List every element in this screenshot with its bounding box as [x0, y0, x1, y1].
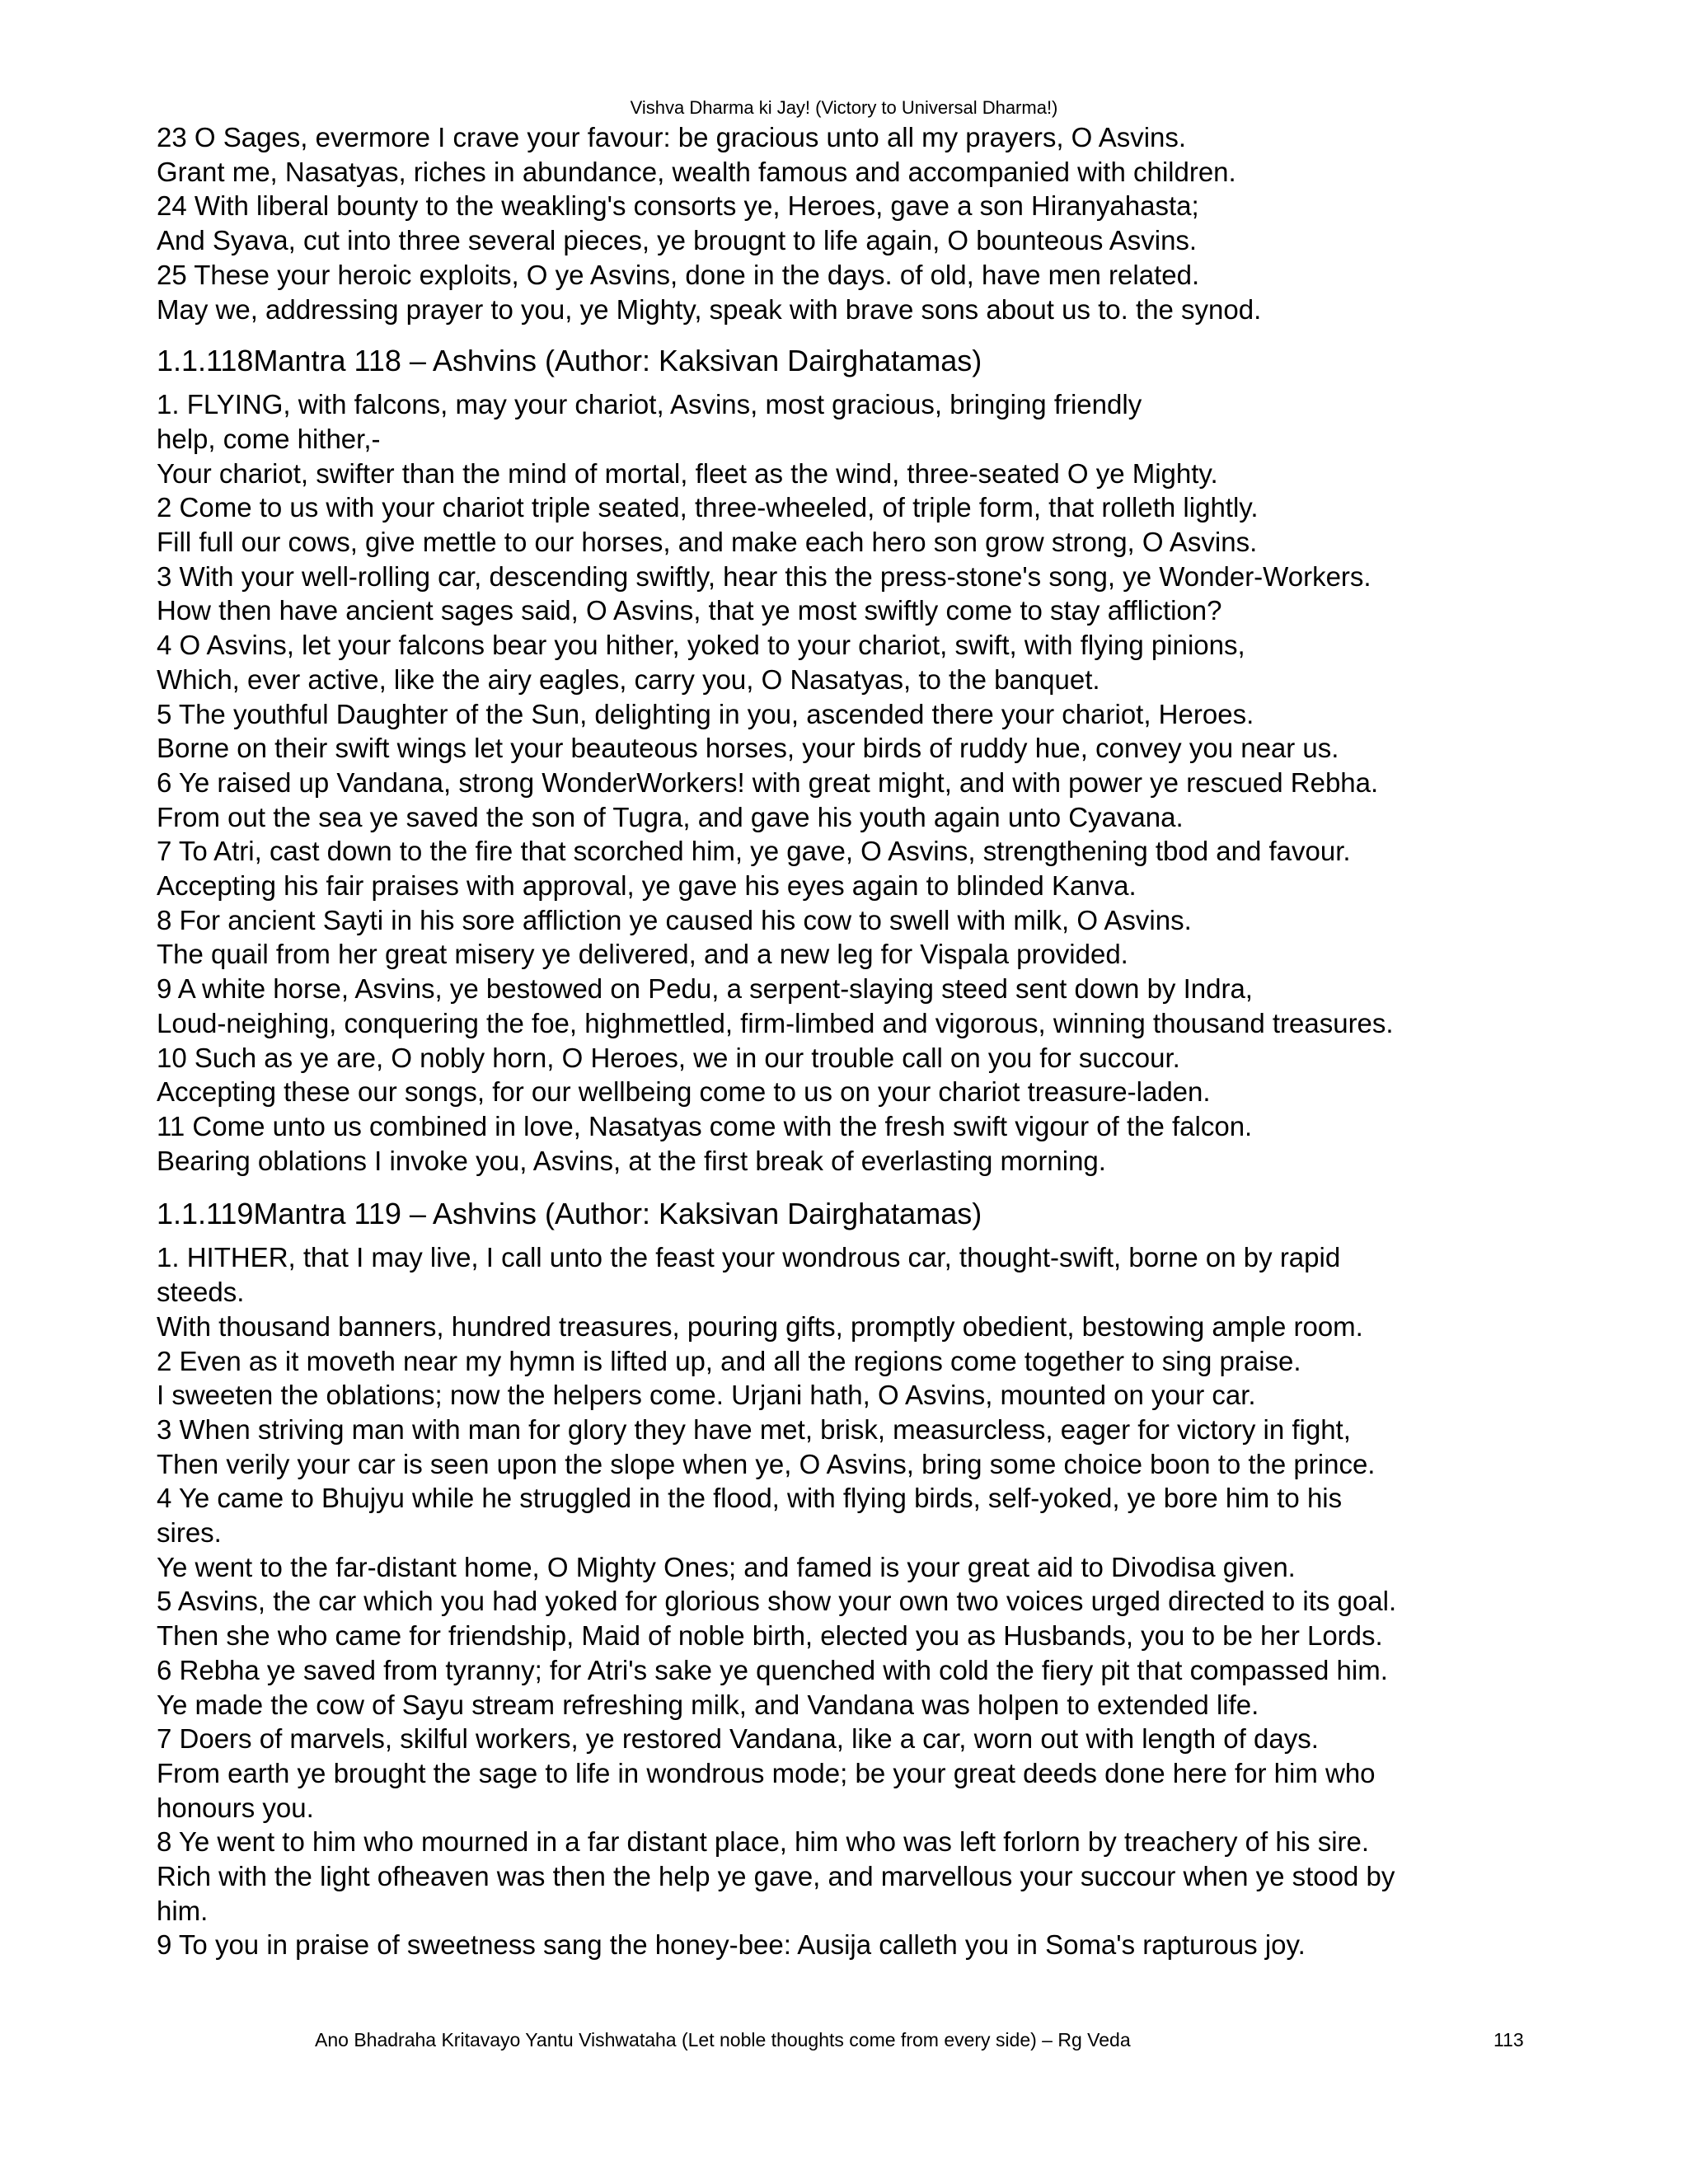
- verse-line: Accepting these our songs, for our wellbeing come to us on your chariot treasure-laden.: [157, 1076, 1211, 1108]
- verse-line: Your chariot, swifter than the mind of mortal, fleet as the wind, three-seated O ye Mighty.: [157, 457, 1218, 489]
- verse-line: How then have ancient sages said, O Asvins, that ye most swiftly come to stay affliction?: [157, 595, 1222, 626]
- section-119-verses: [157, 1240, 1558, 1962]
- verse-line: 7 Doers of marvels, skilful workers, ye restored Vandana, like a car, worn out with length of days.: [157, 1723, 1319, 1755]
- verse-line: steeds.: [157, 1277, 245, 1308]
- section-118-verses: [157, 387, 1558, 1178]
- verse-line: 5 The youthful Daughter of the Sun, delighting in you, ascended there your chariot, Heroes.: [157, 698, 1254, 729]
- verse-line: 1. FLYING, with falcons, may your chariot, Asvins, most gracious, bringing friendly: [157, 389, 1142, 420]
- verse-line: 3 With your well-rolling car, descending swiftly, hear this the press-stone's song, ye Wonder-Workers.: [157, 560, 1372, 592]
- verse-line: 8 Ye went to him who mourned in a far distant place, him who was left forlorn by treachery of his sire.: [157, 1826, 1370, 1858]
- verse-line: 8 For ancient Sayti in his sore affliction ye caused his cow to swell with milk, O Asvins.: [157, 904, 1192, 935]
- verse-line: The quail from her great misery ye delivered, and a new leg for Vispala provided.: [157, 939, 1128, 970]
- verse-line: him.: [157, 1895, 209, 1926]
- verse-line: 24 With liberal bounty to the weakling's consorts ye, Heroes, gave a son Hiranyahasta;: [157, 190, 1199, 222]
- verse-line: 5 Asvins, the car which you had yoked for glorious show your own two voices urged directed to its goal.: [157, 1586, 1397, 1617]
- footer-text: Ano Bhadraha Kritavayo Yantu Vishwataha (Let noble thoughts come from every side) – Rg Veda: [315, 2029, 1131, 2050]
- verse-line: Accepting his fair praises with approval, ye gave his eyes again to blinded Kanva.: [157, 870, 1137, 902]
- verse-line: sires.: [157, 1517, 222, 1549]
- verse-line: Ye made the cow of Sayu stream refreshing milk, and Vandana was holpen to extended life.: [157, 1689, 1259, 1720]
- verse-line: 9 A white horse, Asvins, ye bestowed on Pedu, a serpent-slaying steed sent down by Indra,: [157, 973, 1253, 1005]
- verse-line: 1. HITHER, that I may live, I call unto the feast your wondrous car, thought-swift, borne on by rapid: [157, 1242, 1341, 1273]
- verse-line: With thousand banners, hundred treasures, pouring gifts, promptly obedient, bestowing ample room.: [157, 1310, 1363, 1342]
- page-header: Vishva Dharma ki Jay! (Victory to Universal Dharma!): [630, 97, 1058, 118]
- verse-line: Rich with the light ofheaven was then the help ye gave, and marvellous your succour when ye stood by: [157, 1861, 1395, 1892]
- verse-line: Borne on their swift wings let your beauteous horses, your birds of ruddy hue, convey you near us.: [157, 733, 1339, 764]
- verse-line: help, come hither,-: [157, 423, 381, 454]
- section-117-tail: [157, 120, 1558, 326]
- verse-line: I sweeten the oblations; now the helpers come. Urjani hath, O Asvins, mounted on your car.: [157, 1380, 1256, 1411]
- verse-line: 25 These your heroic exploits, O ye Asvins, done in the days. of old, have men related.: [157, 259, 1200, 290]
- verse-line: Which, ever active, like the airy eagles, carry you, O Nasatyas, to the banquet.: [157, 663, 1100, 695]
- verse-line: 23 O Sages, evermore I crave your favour: be gracious unto all my prayers, O Asvins.: [157, 122, 1187, 152]
- verse-line: 4 O Asvins, let your falcons bear you hither, yoked to your chariot, swift, with flying pinions,: [157, 630, 1245, 661]
- verse-line: And Syava, cut into three several pieces, ye brougnt to life again, O bounteous Asvins.: [157, 225, 1198, 256]
- page-content: [157, 120, 1558, 1962]
- verse-line: honours you.: [157, 1792, 314, 1823]
- verse-line: 7 To Atri, cast down to the fire that scorched him, ye gave, O Asvins, strengthening tbod and favour.: [157, 836, 1351, 867]
- verse-line: Loud-neighing, conquering the foe, highmettled, firm-limbed and vigorous, winning thousand treasures.: [157, 1007, 1394, 1038]
- section-heading-119: 1.1.119Mantra 119 – Ashvins (Author: Kaksivan Dairghatamas): [157, 1197, 982, 1231]
- verse-line: 9 To you in praise of sweetness sang the honey-bee: Ausija calleth you in Soma's rapturous joy.: [157, 1929, 1306, 1961]
- page-number: 113: [1493, 2029, 1524, 2050]
- verse-line: 10 Such as ye are, O nobly horn, O Heroes, we in our trouble call on you for succour.: [157, 1042, 1180, 1073]
- section-heading-118: 1.1.118Mantra 118 – Ashvins (Author: Kaksivan Dairghatamas): [157, 344, 982, 378]
- verse-line: Fill full our cows, give mettle to our horses, and make each hero son grow strong, O Asvins.: [157, 527, 1258, 558]
- verse-line: 6 Ye raised up Vandana, strong WonderWorkers! with great might, and with power ye rescued Rebha.: [157, 766, 1379, 798]
- verse-line: From earth ye brought the sage to life in wondrous mode; be your great deeds done here for him who: [157, 1757, 1376, 1788]
- verse-line: Ye went to the far-distant home, O Mighty Ones; and famed is your great aid to Divodisa given.: [157, 1551, 1296, 1582]
- verse-line: From out the sea ye saved the son of Tugra, and gave his youth again unto Cyavana.: [157, 801, 1184, 832]
- verse-line: 4 Ye came to Bhujyu while he struggled in the flood, with flying birds, self-yoked, ye bore him to his: [157, 1483, 1343, 1514]
- verse-line: Bearing oblations I invoke you, Asvins, at the first break of everlasting morning.: [157, 1145, 1106, 1176]
- verse-line: 3 When striving man with man for glory they have met, brisk, measurcless, eager for victory in fight,: [157, 1413, 1351, 1445]
- verse-line: 2 Come to us with your chariot triple seated, three-wheeled, of triple form, that rolleth lightly.: [157, 492, 1259, 523]
- verse-line: Then verily your car is seen upon the slope when ye, O Asvins, bring some choice boon to the prince.: [157, 1448, 1376, 1479]
- verse-line: 2 Even as it moveth near my hymn is lifted up, and all the regions come together to sing praise.: [157, 1345, 1301, 1376]
- verse-line: Then she who came for friendship, Maid of noble birth, elected you as Husbands, you to be her Lords.: [157, 1620, 1383, 1652]
- verse-line: 6 Rebha ye saved from tyranny; for Atri's sake ye quenched with cold the fiery pit that compassed him.: [157, 1654, 1388, 1685]
- verse-line: May we, addressing prayer to you, ye Mighty, speak with brave sons about us to. the synod.: [157, 293, 1262, 325]
- verse-line: 11 Come unto us combined in love, Nasatyas come with the fresh swift vigour of the falcon.: [157, 1110, 1253, 1141]
- verse-line: Grant me, Nasatyas, riches in abundance, wealth famous and accompanied with children.: [157, 156, 1236, 187]
